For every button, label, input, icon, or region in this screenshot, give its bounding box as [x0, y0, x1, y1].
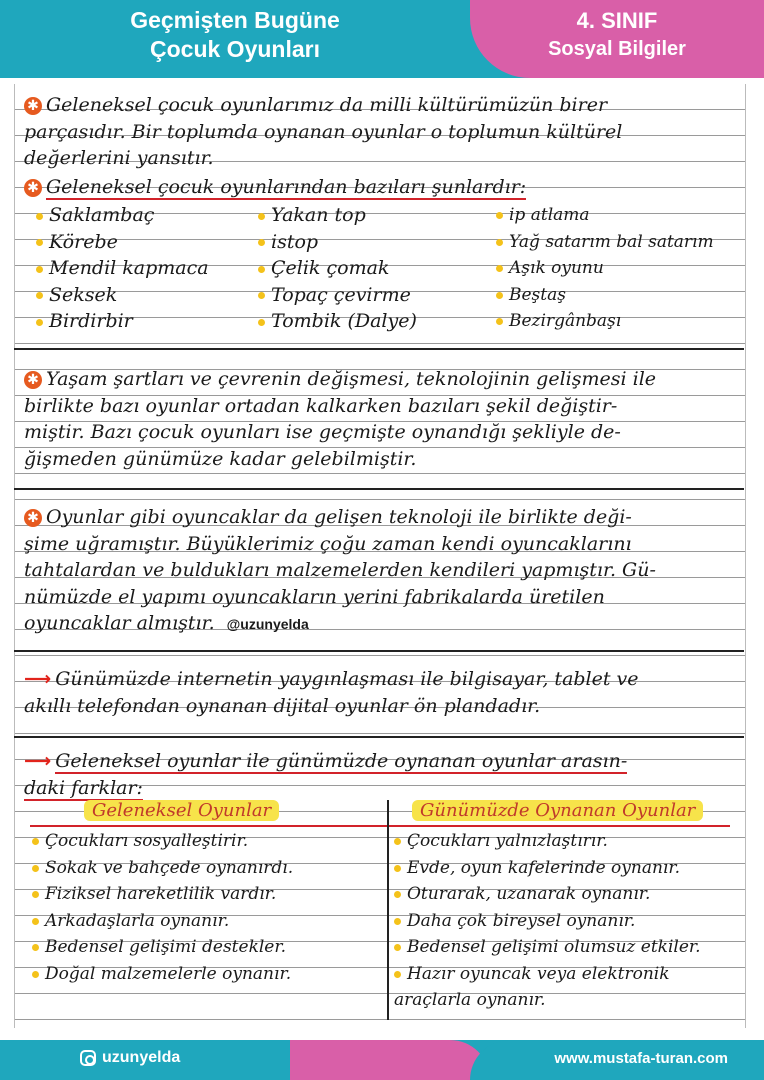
list-item: Evde, oyun kafelerinde oynanır.	[394, 855, 701, 882]
section-5-line-1: Günümüzde internetin yaygınlaşması ile bilgisayar, tablet ve	[55, 668, 639, 690]
footer-pink-tab	[290, 1040, 490, 1080]
section-3	[24, 366, 756, 472]
list-item: Körebe	[36, 229, 209, 256]
section-3-line-2: birlikte bazı oyunlar ortadan kalkarken bazıları şekil değiştir-	[24, 394, 618, 417]
section-1-line-3: değerlerini yansıtır.	[24, 147, 214, 169]
list-item: Daha çok bireysel oynanır.	[394, 908, 701, 935]
table-header-traditional: Geleneksel Oyunlar	[84, 800, 279, 821]
grade-label: 4. SINIF	[576, 8, 658, 33]
list-item: Oturarak, uzanarak oynanır.	[394, 881, 701, 908]
section-3-line-3: miştir. Bazı çocuk oyunları ise geçmişte oynandığı şekliyle de-	[24, 421, 621, 443]
list-item: Seksek	[36, 282, 209, 309]
bullet-icon	[496, 239, 503, 246]
page-title	[0, 6, 470, 64]
modern-games-list	[394, 828, 701, 1014]
section-1	[24, 92, 756, 172]
games-column-1	[36, 202, 209, 335]
bullet-icon	[32, 891, 39, 898]
section-4-line-1: Oyunlar gibi oyuncaklar da gelişen teknoloji ile birlikte deği-	[46, 506, 632, 528]
watermark-handle: @uzunyelda	[226, 616, 309, 632]
arrow-icon: ⟶	[24, 750, 52, 772]
section-6	[24, 748, 756, 801]
list-item: Bedensel gelişimi olumsuz etkiler.	[394, 934, 701, 961]
divider	[14, 348, 744, 350]
star-icon: ✱	[24, 179, 42, 197]
list-item: Birdirbir	[36, 308, 209, 335]
list-item: Çelik çomak	[258, 255, 417, 282]
list-item: Doğal malzemelerle oynanır.	[32, 961, 293, 988]
bullet-icon	[36, 213, 43, 220]
bullet-icon	[258, 266, 265, 273]
section-5-line-2: akıllı telefondan oynanan dijital oyunlar ön plandadır.	[24, 694, 541, 717]
list-item: Çocukları yalnızlaştırır.	[394, 828, 701, 855]
section-1-line-1: Geleneksel çocuk oyunlarımız da milli kültürümüzün birer	[46, 94, 608, 116]
bullet-icon	[394, 918, 401, 925]
table-header-modern: Günümüzde Oynanan Oyunlar	[412, 800, 703, 821]
list-item: Mendil kapmaca	[36, 255, 209, 282]
list-item: Tombik (Dalye)	[258, 308, 417, 335]
bullet-icon	[496, 292, 503, 299]
bullet-icon	[32, 865, 39, 872]
list-item: Çocukları sosyalleştirir.	[32, 828, 293, 855]
star-icon: ✱	[24, 97, 42, 115]
games-column-3	[496, 202, 714, 335]
bullet-icon	[32, 838, 39, 845]
list-item: Beştaş	[496, 282, 714, 309]
table-column-divider	[387, 800, 389, 1020]
list-item: Topaç çevirme	[258, 282, 417, 309]
bullet-icon	[36, 319, 43, 326]
section-2-heading: Geleneksel çocuk oyunlarından bazıları şunlardır:	[46, 176, 527, 198]
list-item: Bezirgânbaşı	[496, 308, 714, 335]
section-4-line-4: nümüzde el yapımı oyuncakların yerini fabrikalarda üretilen	[24, 585, 605, 608]
bullet-icon	[394, 944, 401, 951]
list-item: Bedensel gelişimi destekler.	[32, 934, 293, 961]
table-header-underline	[30, 825, 730, 827]
section-4-line-3: tahtalardan ve buldukları malzemelerden kendileri yapmıştır. Gü-	[24, 559, 656, 581]
games-column-2	[258, 202, 417, 335]
instagram-icon	[80, 1050, 96, 1066]
bullet-icon	[394, 971, 401, 978]
bullet-icon	[32, 971, 39, 978]
instagram-handle[interactable]: uzunyelda	[102, 1049, 181, 1066]
bullet-icon	[36, 292, 43, 299]
divider	[14, 736, 744, 738]
bullet-icon	[496, 212, 503, 219]
bullet-icon	[394, 838, 401, 845]
divider	[14, 650, 744, 652]
section-3-line-4: ğişmeden günümüze kadar gelebilmiştir.	[24, 447, 417, 470]
list-item: Saklambaç	[36, 202, 209, 229]
bullet-icon	[496, 318, 503, 325]
list-item: Hazır oyuncak veya elektronik	[394, 961, 701, 988]
list-item: Sokak ve bahçede oynanırdı.	[32, 855, 293, 882]
section-5	[24, 666, 756, 719]
list-item: Yağ satarım bal satarım	[496, 229, 714, 256]
list-item: Yakan top	[258, 202, 417, 229]
bullet-icon	[36, 239, 43, 246]
bullet-icon	[394, 865, 401, 872]
star-icon: ✱	[24, 371, 42, 389]
title-line-2: Çocuk Oyunları	[150, 36, 320, 62]
section-6-line-1: Geleneksel oyunlar ile günümüzde oynanan oyunlar arasın-	[55, 750, 628, 772]
list-item: Aşık oyunu	[496, 255, 714, 282]
list-item: ip atlama	[496, 202, 714, 229]
star-icon: ✱	[24, 509, 42, 527]
section-1-line-2: parçasıdır. Bir toplumda oynanan oyunlar o toplumun kültürel	[24, 120, 623, 143]
section-6-line-2: daki farklar:	[24, 776, 143, 799]
section-4	[24, 504, 756, 638]
bullet-icon	[258, 239, 265, 246]
bullet-icon	[32, 944, 39, 951]
section-3-line-1: Yaşam şartları ve çevrenin değişmesi, teknolojinin gelişmesi ile	[46, 368, 657, 390]
section-4-line-2: şime uğramıştır. Büyüklerimiz çoğu zaman kendi oyuncaklarını	[24, 532, 632, 555]
bullet-icon	[258, 292, 265, 299]
list-item: istop	[258, 229, 417, 256]
bullet-icon	[32, 918, 39, 925]
arrow-icon: ⟶	[24, 668, 52, 690]
divider	[14, 488, 744, 490]
section-2-heading-wrap	[24, 174, 756, 201]
traditional-games-list	[32, 828, 293, 987]
list-item: Fiziksel hareketlilik vardır.	[32, 881, 293, 908]
bullet-icon	[258, 213, 265, 220]
bullet-icon	[394, 891, 401, 898]
section-4-line-5: oyuncaklar almıştır.	[24, 612, 215, 634]
subject-label: Sosyal Bilgiler	[548, 38, 686, 60]
bullet-icon	[258, 319, 265, 326]
bullet-icon	[36, 266, 43, 273]
list-item: Arkadaşlarla oynanır.	[32, 908, 293, 935]
list-item-continuation: araçlarla oynanır.	[394, 990, 546, 1010]
bullet-icon	[496, 265, 503, 272]
title-line-1: Geçmişten Bugüne	[130, 7, 340, 33]
website-link[interactable]: www.mustafa-turan.com	[554, 1050, 728, 1067]
